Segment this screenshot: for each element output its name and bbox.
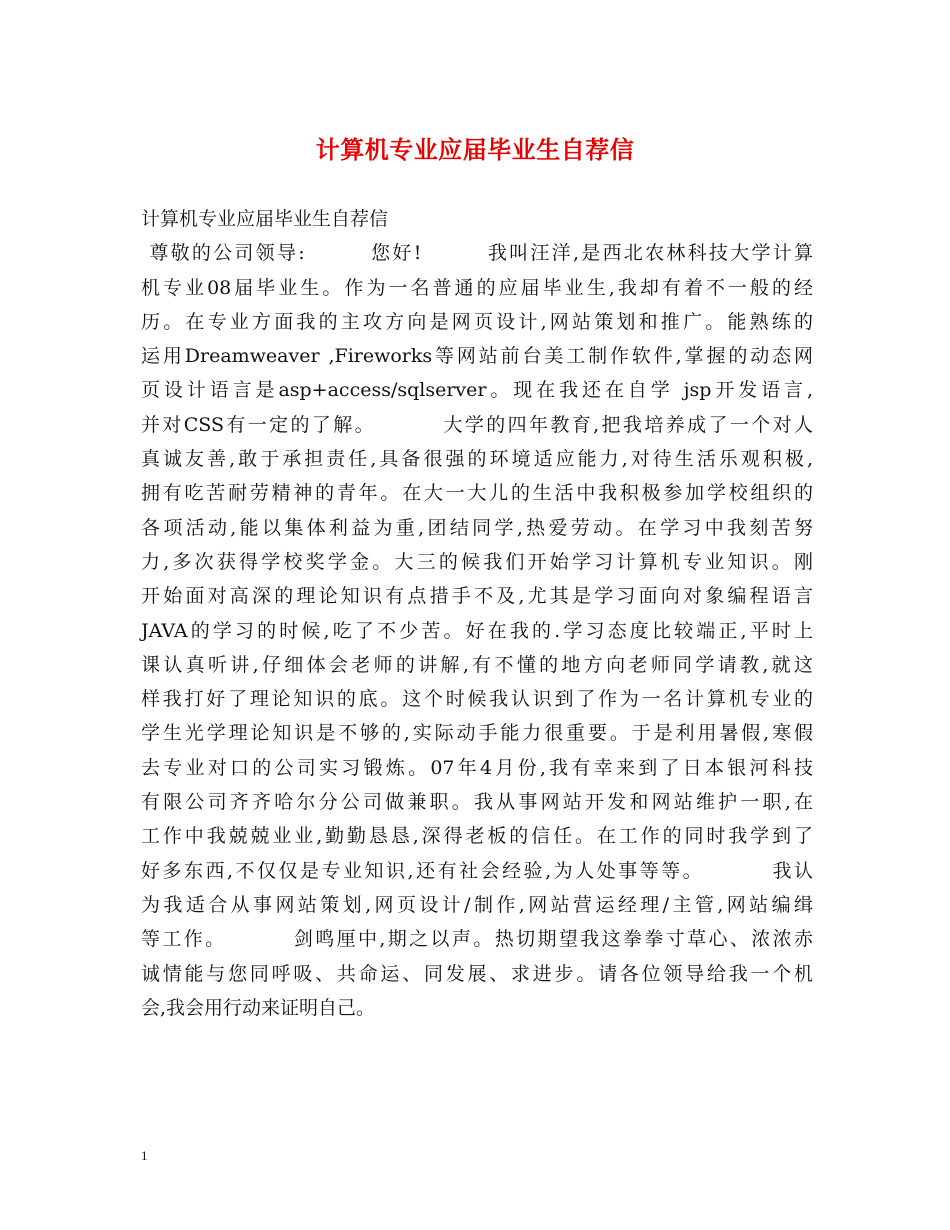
body-text-line: 有限公司齐齐哈尔分公司做兼职。我从事网站开发和网站维护一职,在 xyxy=(141,791,813,814)
body-text-line: 课认真听讲,仔细体会老师的讲解,有不懂的地方向老师同学请教,就这 xyxy=(141,653,813,676)
body-text-line: 工作中我兢兢业业,勤勤恳恳,深得老板的信任。在工作的同时我学到了 xyxy=(141,825,813,848)
body-text-line: 去专业对口的公司实习锻炼。07年4月份,我有幸来到了日本银河科技 xyxy=(141,756,813,779)
body-text-line: 尊敬的公司领导: 您好! 我叫汪洋,是西北农林科技大学计算 xyxy=(141,242,813,265)
body-text-line: 真诚友善,敢于承担责任,具备很强的环境适应能力,对待生活乐观积极, xyxy=(141,448,813,471)
body-text-line: 并对CSS有一定的了解。 大学的四年教育,把我培养成了一个对人 xyxy=(141,413,813,436)
body-text-line: 历。在专业方面我的主攻方向是网页设计,网站策划和推广。能熟练的 xyxy=(141,310,813,333)
body-text-line: 力,多次获得学校奖学金。大三的候我们开始学习计算机专业知识。刚 xyxy=(141,550,813,573)
page-number: 1 xyxy=(141,1148,148,1163)
body-text-line: 开始面对高深的理论知识有点措手不及,尤其是学习面向对象编程语言 xyxy=(141,585,813,608)
body-text-line: 学生光学理论知识是不够的,实际动手能力很重要。于是利用暑假,寒假 xyxy=(141,722,813,745)
body-text-line: 好多东西,不仅仅是专业知识,还有社会经验,为人处事等等。 我认 xyxy=(141,859,813,882)
document-body xyxy=(141,202,813,1025)
document-title: 计算机专业应届毕业生自荐信 xyxy=(315,135,635,164)
body-text-line: JAVA的学习的时候,吃了不少苦。好在我的.学习态度比较端正,平时上 xyxy=(141,619,813,642)
body-text-line: 拥有吃苦耐劳精神的青年。在大一大儿的生活中我积极参加学校组织的 xyxy=(141,482,813,505)
body-text-line: 机专业08届毕业生。作为一名普通的应届毕业生,我却有着不一般的经 xyxy=(141,276,813,299)
body-text-line: 各项活动,能以集体利益为重,团结同学,热爱劳动。在学习中我刻苦努 xyxy=(141,516,813,539)
body-text-line: 样我打好了理论知识的底。这个时候我认识到了作为一名计算机专业的 xyxy=(141,688,813,711)
body-text-line: 等工作。 剑鸣厘中,期之以声。热切期望我这拳拳寸草心、浓浓赤 xyxy=(141,928,813,951)
body-heading-line: 计算机专业应届毕业生自荐信 xyxy=(141,208,389,230)
body-text-line: 会,我会用行动来证明自己。 xyxy=(141,996,376,1019)
body-text-line: 页设计语言是asp+access/sqlserver。现在我还在自学 jsp开发语言, xyxy=(141,379,813,402)
body-text-line: 诚情能与您同呼吸、共命运、同发展、求进步。请各位领导给我一个机 xyxy=(141,962,813,985)
body-text-line: 为我适合从事网站策划,网页设计/制作,网站营运经理/主管,网站编缉 xyxy=(141,893,813,916)
body-text-line: 运用Dreamweaver ,Fireworks等网站前台美工制作软件,掌握的动态网 xyxy=(141,345,813,368)
